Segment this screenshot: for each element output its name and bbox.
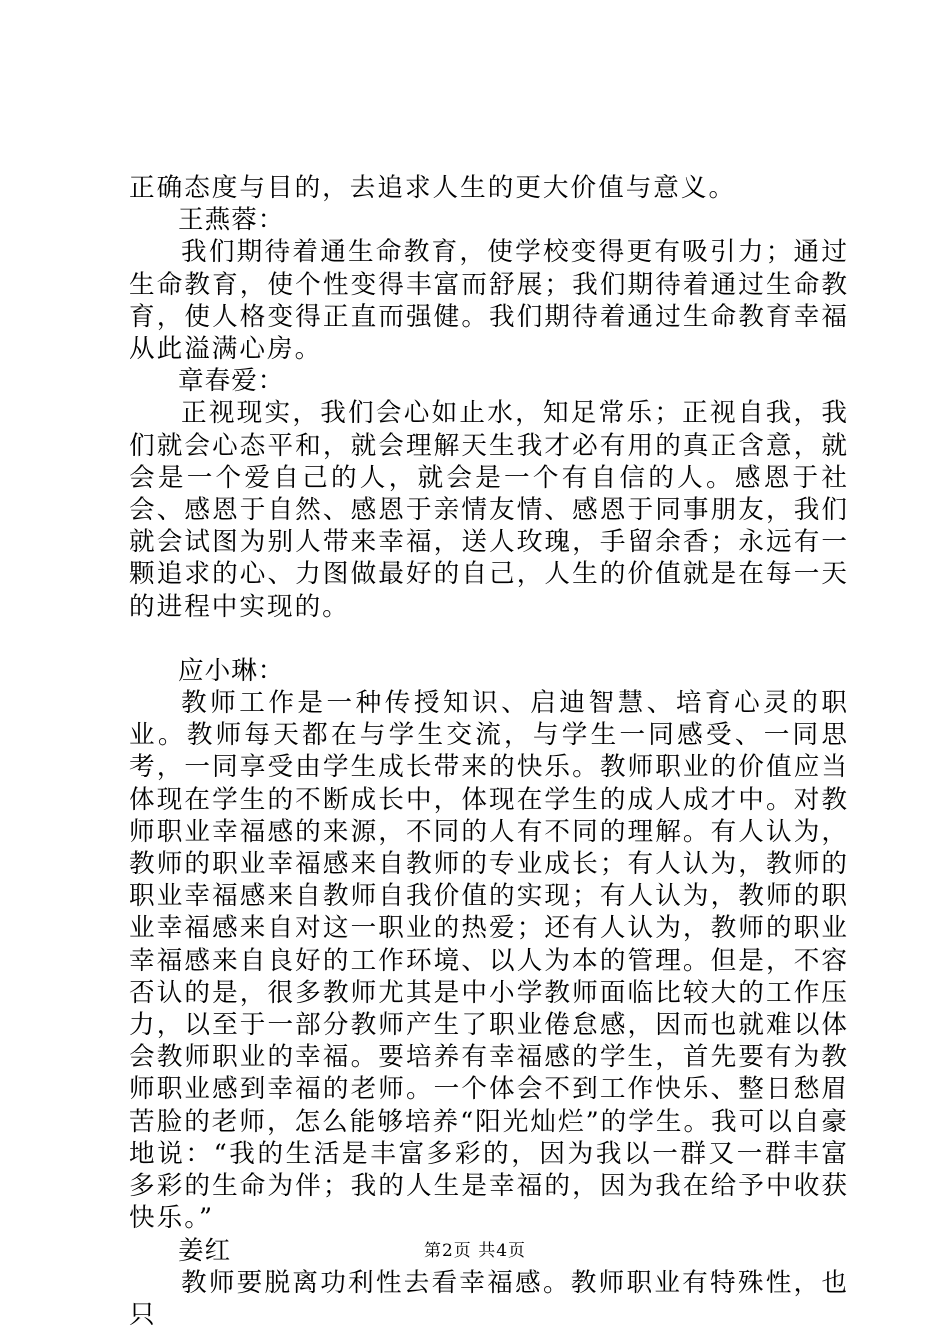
speaker-paragraph: 教师工作是一种传授知识、启迪智慧、培育心灵的职业。教师每天都在与学生交流，与学生一同感受、一同思考，一同享受由学生成长带来的快乐。教师职业的价值应当体现在学生的不断成长中，体现在学生的成人成才中。对教师职业幸福感的来源，不同的人有不同的理解。有人认为，教师的职业幸福感来自教师的专业成长；有人认为，教师的职业幸福感来自教师自我价值的实现；有人认为，教师的职业幸福感来自对这一职业的热爱；还有人认为，教师的职业幸福感来自良好的工作环境、以人为本的管理。但是，不容否认的是，很多教师尤其是中小学教师面临比较大的工作压力，以至于一部分教师产生了职业倦怠感，因而也就难以体会教师职业的幸福。要培养有幸福感的学生，首先要有为教师职业感到幸福的老师。一个体会不到工作快乐、整日愁眉苦脸的老师，怎么能够培养“阳光灿烂”的学生。我可以自豪地说：“我的生活是丰富多彩的，因为我以一群又一群丰富多彩的生命为伴；我的人生是幸福的，因为我在给予中收获快乐。” <box>129 688 850 1234</box>
speaker-name: 章春爱： <box>178 366 285 397</box>
speaker-name: 王燕蓉： <box>178 205 285 236</box>
document-body <box>129 172 849 1331</box>
opening-continuation: 正确态度与目的，去追求人生的更大价值与意义。 <box>129 173 737 203</box>
speaker-name: 应小琳： <box>178 655 285 686</box>
page-footer: 第2页 共4页 <box>423 1241 527 1261</box>
speaker-paragraph: 教师要脱离功利性去看幸福感。教师职业有特殊性，也只 <box>129 1267 849 1330</box>
speaker-paragraph: 我们期待着通生命教育，使学校变得更有吸引力；通过生命教育，使个性变得丰富而舒展；我们期待着通过生命教育，使人格变得正直而强健。我们期待着通过生命教育幸福从此溢满心房。 <box>129 237 849 365</box>
paragraph-gap <box>129 623 849 655</box>
speaker-name: 姜红 <box>178 1235 232 1266</box>
speaker-paragraph: 正视现实，我们会心如止水，知足常乐；正视自我，我们就会心态平和，就会理解天生我才必有用的真正含意，就会是一个爱自己的人，就会是一个有自信的人。感恩于社会、感恩于自然、感恩于亲情友情、感恩于同事朋友，我们就会试图为别人带来幸福，送人玫瑰，手留余香；永远有一颗追求的心、力图做最好的自己，人生的价值就是在每一天的进程中实现的。 <box>129 398 849 622</box>
